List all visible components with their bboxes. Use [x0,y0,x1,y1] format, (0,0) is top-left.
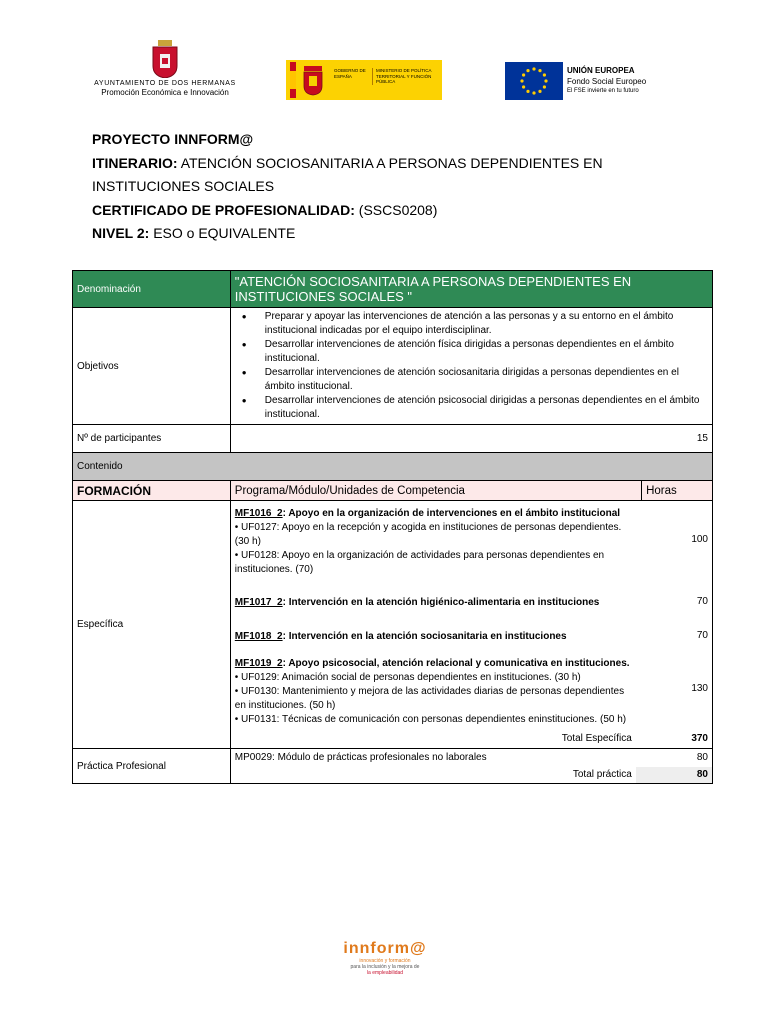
total-practica-row [231,767,712,783]
practica-label: Práctica Profesional [73,749,231,784]
denominacion-value: "ATENCIÓN SOCIOSANITARIA A PERSONAS DEPENDIENTES EN INSTITUCIONES SOCIALES " [230,271,712,308]
total-practica-label: Total práctica [572,769,632,780]
spain-shield-icon [300,64,326,96]
uf0129-item: • UF0129: Animación social de personas dependientes en instituciones. (30 h) [234,672,581,683]
union-europea-logo [505,62,685,102]
total-especifica-value: 370 [691,733,708,744]
horas-label: Horas [642,481,713,501]
innforma-word: innform@ [343,940,427,957]
programa-label: Programa/Módulo/Unidades de Competencia [230,481,641,501]
module-row-mf1016 [231,501,712,579]
ue-title: UNIÓN EUROPEA [567,66,635,75]
ayuntamiento-logo [90,40,240,106]
mf1016-title: MF1016_2: Apoyo en la organización de intervenciones en el ámbito institucional [234,508,621,519]
ayuntamiento-subtitle: Promoción Económica e Innovación [101,88,229,97]
participantes-row [73,425,713,453]
especifica-label: Específica [73,501,231,749]
innforma-line-3: la empleabilidad [366,970,404,976]
innforma-line-2: para la inclusión y la mejora de [350,964,420,970]
list-item: ● Desarrollar intervenciones de atención sociosanitaria dirigidas a personas dependientes en el ámbito institucional. [235,366,708,394]
project-title: PROYECTO INNFORM@ [92,131,254,147]
participantes-value: 15 [230,425,712,453]
mf1018-hours: 70 [696,630,708,641]
certificado-line: CERTIFICADO DE PROFESIONALIDAD: (SSCS0208) [92,201,438,218]
contenido-label: Contenido [73,453,713,481]
gobierno-text: GOBIERNO DE ESPAÑA [334,68,366,79]
uf0130-item: • UF0130: Mantenimiento y mejora de las actividades diarias de personas dependientes en instituciones. (50 h) [234,686,625,711]
objetivos-row [73,308,713,425]
total-especifica-label: Total Específica [561,733,632,744]
ayuntamiento-name: AYUNTAMIENTO DE DOS HERMANAS [94,80,236,87]
logos-header [90,40,680,106]
module-row-mf1018 [231,615,712,649]
practica-hours: 80 [696,752,708,763]
practica-module: MP0029: Módulo de prácticas profesionales no laborales [234,752,487,763]
crest-icon [151,40,179,78]
title-block [92,128,692,246]
innforma-logo [330,940,440,990]
itinerario-line: ITINERARIO: ATENCIÓN SOCIOSANITARIA A PERSONAS DEPENDIENTES EN INSTITUCIONES SOCIALES [92,154,603,194]
practica-module-row [231,749,712,767]
objetivos-label: Objetivos [73,308,231,425]
mf1017-title: MF1017_2: Intervención en la atención higiénico-alimentaria en instituciones [234,596,600,608]
total-practica-value: 80 [636,767,712,783]
ministerio-text: MINISTERIO DE POLÍTICA TERRITORIAL Y FUNCIÓN PÚBLICA [372,68,442,85]
ue-fund: Fondo Social Europeo [567,77,647,86]
formacion-header-row [73,481,713,501]
total-especifica-row [231,729,712,748]
uf0127-item: • UF0127: Apoyo en la recepción y acogida en instituciones de personas dependientes. (30 h) [234,522,622,547]
uf0128-item: • UF0128: Apoyo en la organización de actividades para personas dependientes en instituciones. (70) [234,550,605,575]
ue-motto: El FSE invierte en tu futuro [567,88,639,94]
list-item: ● Desarrollar intervenciones de atención física dirigidas a personas dependientes en el ámbito institucional. [235,338,708,366]
spain-flag-icon [290,62,296,98]
uf0131-item: • UF0131: Técnicas de comunicación con personas dependientes eninstituciones. (50 h) [234,714,627,725]
list-item: ● Preparar y apoyar las intervenciones de atención a las personas y a su entorno en el ámbito institucional indicadas por el equipo interdisciplinar. [235,310,708,338]
module-row-mf1017 [231,579,712,615]
modules-table [231,501,712,748]
mf1017-hours: 70 [696,596,708,607]
practica-table [231,749,712,783]
mf1016-hours: 100 [691,534,708,545]
formacion-label: FORMACIÓN [73,481,231,501]
eu-flag-icon [505,62,563,100]
especifica-row [73,501,713,749]
innforma-line-1: innovación y formación [359,958,411,964]
participantes-label: Nº de participantes [73,425,231,453]
list-item: ● Desarrollar intervenciones de atención psicosocial dirigidas a personas dependientes en el ámbito institucional. [235,394,708,422]
contenido-row [73,453,713,481]
mf1018-title: MF1018_2: Intervención en la atención sociosanitaria en instituciones [234,630,567,642]
mf1019-title: MF1019_2: Apoyo psicosocial, atención relacional y comunicativa en instituciones. [234,658,630,669]
objetivos-list [235,310,708,422]
module-row-mf1019 [231,649,712,729]
denominacion-row [73,271,713,308]
denominacion-label: Denominación [73,271,231,308]
nivel-line: NIVEL 2: ESO o EQUIVALENTE [92,225,296,241]
mf1019-hours: 130 [691,683,708,694]
practica-row [73,749,713,784]
gobierno-logo [286,60,442,100]
course-table [72,270,713,784]
